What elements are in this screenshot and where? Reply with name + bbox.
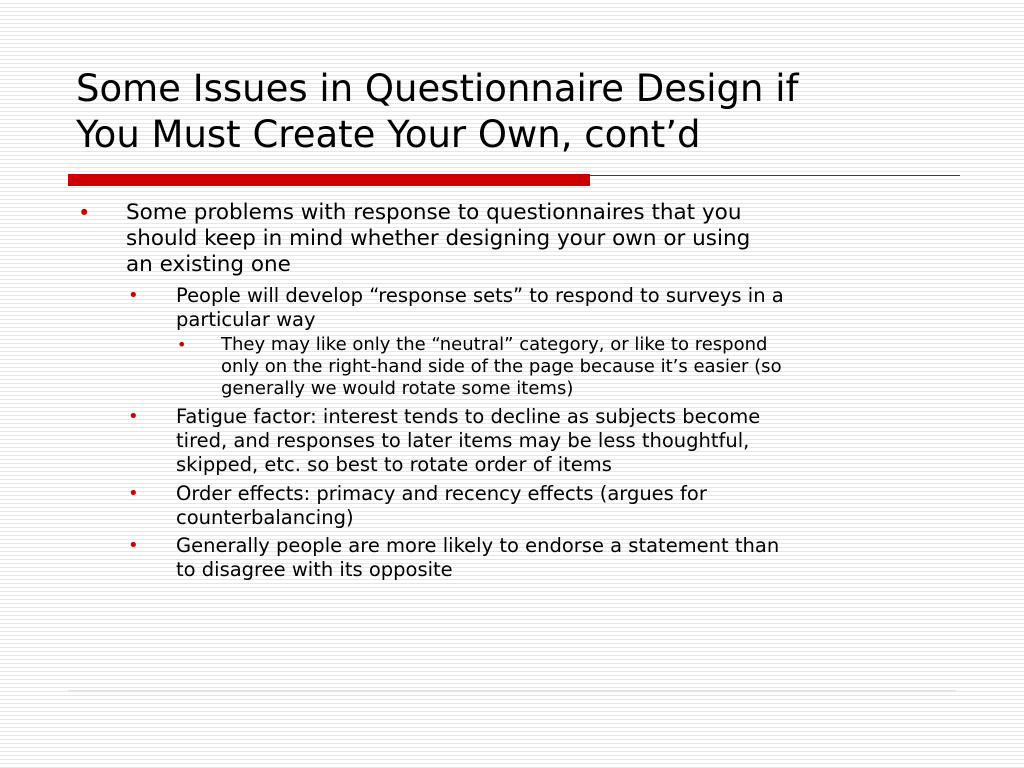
sub-bullet-text — [176, 534, 779, 582]
text-line: Fatigue factor: interest tends to decline as subjects become — [176, 405, 761, 428]
bullet-dot-icon: • — [128, 483, 139, 504]
bullet-dot-icon: • — [78, 201, 91, 225]
text-line: particular way — [176, 308, 316, 331]
text-line: Generally people are more likely to endorse a statement than — [176, 534, 780, 557]
slide-title-line: Some Issues in Questionnaire Design if — [76, 67, 799, 110]
sub-bullet-response-sets — [128, 284, 784, 332]
bullet-dot-icon: • — [128, 285, 139, 306]
sub-bullet-text — [176, 284, 784, 332]
text-line: They may like only the “neutral” category, or like to respond — [221, 334, 768, 355]
text-line: Order effects: primacy and recency effects (argues for — [176, 482, 707, 505]
text-line: generally we would rotate some items) — [221, 378, 574, 399]
sub-bullet-fatigue — [128, 405, 761, 477]
text-line: Some problems with response to questionnaires that you — [126, 200, 742, 225]
text-line: counterbalancing) — [176, 506, 354, 529]
footer-divider — [68, 690, 956, 692]
text-line: skipped, etc. so best to rotate order of items — [176, 453, 612, 476]
bullet-dot-icon: • — [177, 335, 187, 354]
text-line: an existing one — [126, 252, 291, 277]
text-line: should keep in mind whether designing your own or using — [126, 226, 751, 251]
bullet-dot-icon: • — [128, 406, 139, 427]
slide-title-line: You Must Create Your Own, cont’d — [76, 113, 701, 156]
text-line: only on the right-hand side of the page because it’s easier (so — [221, 356, 782, 377]
bullet-dot-icon: • — [128, 535, 139, 556]
sub-bullet-text — [176, 482, 707, 530]
text-line: to disagree with its opposite — [176, 558, 453, 581]
sub-bullet-endorse — [128, 534, 780, 582]
sub-sub-bullet-text — [221, 334, 782, 400]
sub-bullet-order-effects — [128, 482, 707, 530]
text-line: tired, and responses to later items may be less thoughtful, — [176, 429, 750, 452]
sub-bullet-text — [176, 405, 760, 477]
text-line: People will develop “response sets” to respond to surveys in a — [176, 284, 784, 307]
sub-sub-bullet-neutral — [177, 334, 782, 400]
main-bullet — [78, 200, 751, 278]
main-bullet-text — [126, 200, 750, 278]
